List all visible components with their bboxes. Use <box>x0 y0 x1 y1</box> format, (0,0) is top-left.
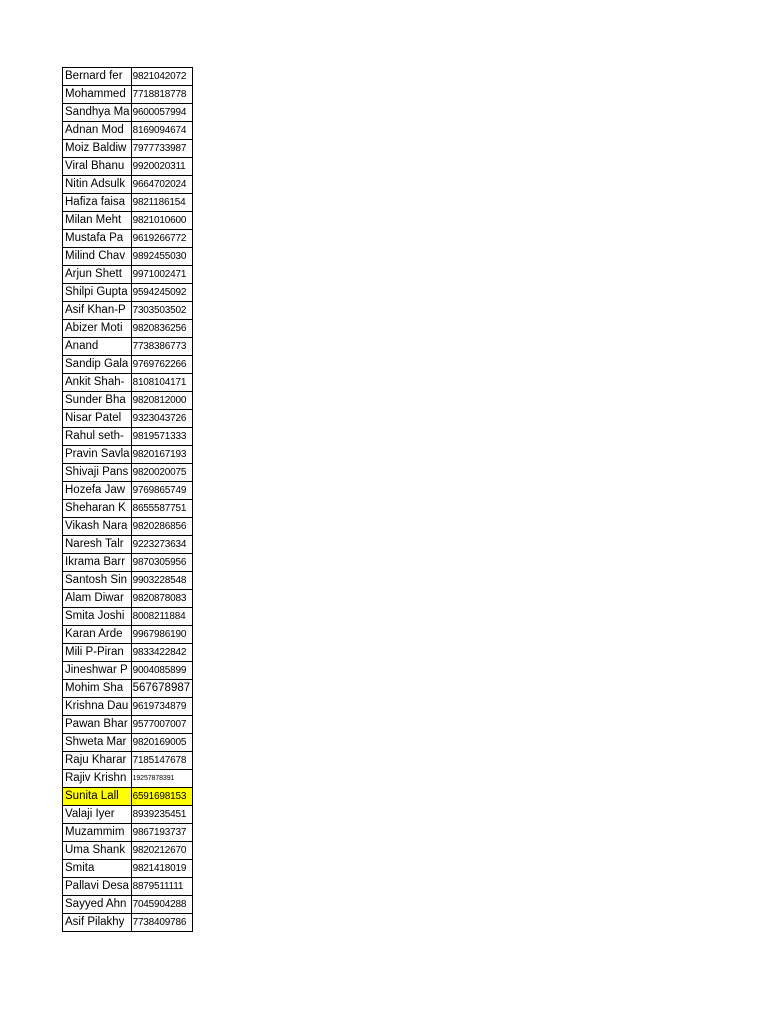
phone-cell[interactable]: 9820836256 <box>131 320 192 338</box>
phone-cell[interactable]: 7045904288 <box>131 896 192 914</box>
table-row <box>63 86 193 104</box>
phone-cell[interactable]: 567678987 <box>131 680 192 698</box>
phone-cell[interactable]: 9769762266 <box>131 356 192 374</box>
table-row <box>63 464 193 482</box>
phone-cell[interactable]: 9004085899 <box>131 662 192 680</box>
name-cell[interactable]: Nisar Patel <box>63 410 132 428</box>
name-cell[interactable]: Viral Bhanu <box>63 158 132 176</box>
phone-cell[interactable]: 9323043726 <box>131 410 192 428</box>
phone-cell[interactable]: 9867193737 <box>131 824 192 842</box>
table-row <box>63 644 193 662</box>
table-row <box>63 338 193 356</box>
name-cell[interactable]: Alam Diwar <box>63 590 132 608</box>
phone-cell[interactable]: 9577007007 <box>131 716 192 734</box>
table-row <box>63 914 193 932</box>
name-cell[interactable]: Muzammim <box>63 824 132 842</box>
phone-cell[interactable]: 9820286856 <box>131 518 192 536</box>
phone-cell[interactable]: 9223273634 <box>131 536 192 554</box>
name-cell[interactable]: Naresh Talr <box>63 536 132 554</box>
name-cell[interactable]: Raju Kharar <box>63 752 132 770</box>
contacts-table <box>62 67 193 932</box>
name-cell[interactable]: Rahul seth- <box>63 428 132 446</box>
phone-cell[interactable]: 9821010600 <box>131 212 192 230</box>
phone-cell[interactable]: 9594245092 <box>131 284 192 302</box>
phone-cell[interactable]: 9820812000 <box>131 392 192 410</box>
name-cell[interactable]: Sayyed Ahn <box>63 896 132 914</box>
phone-cell[interactable]: 6591698153 <box>131 788 192 806</box>
name-cell[interactable]: Milan Meht <box>63 212 132 230</box>
phone-cell[interactable]: 9820878083 <box>131 590 192 608</box>
phone-cell[interactable]: 9821186154 <box>131 194 192 212</box>
table-row <box>63 446 193 464</box>
phone-cell[interactable]: 19257878391 <box>131 770 192 788</box>
name-cell[interactable]: Mohim Sha <box>63 680 132 698</box>
table-row <box>63 554 193 572</box>
phone-cell[interactable]: 7738386773 <box>131 338 192 356</box>
name-cell[interactable]: Santosh Sin <box>63 572 132 590</box>
phone-cell[interactable]: 9819571333 <box>131 428 192 446</box>
table-row <box>63 716 193 734</box>
phone-cell[interactable]: 9870305956 <box>131 554 192 572</box>
table-row <box>63 68 193 86</box>
phone-cell[interactable]: 9619266772 <box>131 230 192 248</box>
name-cell[interactable]: Hozefa Jaw <box>63 482 132 500</box>
name-cell[interactable]: Jineshwar P <box>63 662 132 680</box>
phone-cell[interactable]: 9971002471 <box>131 266 192 284</box>
name-cell[interactable]: Vikash Nara <box>63 518 132 536</box>
name-cell[interactable]: Anand <box>63 338 132 356</box>
table-row <box>63 770 193 788</box>
phone-cell[interactable]: 9820169005 <box>131 734 192 752</box>
table-row <box>63 176 193 194</box>
name-cell[interactable]: Smita Joshi <box>63 608 132 626</box>
name-cell[interactable]: Ankit Shah- <box>63 374 132 392</box>
name-cell[interactable]: Sheharan K <box>63 500 132 518</box>
name-cell[interactable]: Mili P-Piran <box>63 644 132 662</box>
table-row <box>63 680 193 698</box>
table-row <box>63 752 193 770</box>
name-cell[interactable]: Pravin Savla <box>63 446 132 464</box>
phone-cell[interactable]: 9833422842 <box>131 644 192 662</box>
name-cell[interactable]: Smita <box>63 860 132 878</box>
table-row <box>63 896 193 914</box>
table-row <box>63 860 193 878</box>
phone-cell[interactable]: 9903228548 <box>131 572 192 590</box>
table-row <box>63 590 193 608</box>
table-row <box>63 410 193 428</box>
name-cell[interactable]: Adnan Mod <box>63 122 132 140</box>
spreadsheet <box>62 67 193 932</box>
phone-cell[interactable]: 9892455030 <box>131 248 192 266</box>
name-cell[interactable]: Asif Pilakhy <box>63 914 132 932</box>
name-cell[interactable]: Karan Arde <box>63 626 132 644</box>
phone-cell[interactable]: 9821418019 <box>131 860 192 878</box>
table-row <box>63 608 193 626</box>
table-row <box>63 698 193 716</box>
table-row <box>63 788 193 806</box>
phone-cell[interactable]: 9820167193 <box>131 446 192 464</box>
table-row <box>63 212 193 230</box>
name-cell[interactable]: Mohammed <box>63 86 132 104</box>
table-row <box>63 284 193 302</box>
table-row <box>63 878 193 896</box>
phone-cell[interactable]: 7185147678 <box>131 752 192 770</box>
name-cell[interactable]: Shweta Mar <box>63 734 132 752</box>
table-row <box>63 428 193 446</box>
table-row <box>63 518 193 536</box>
table-row <box>63 140 193 158</box>
table-row <box>63 734 193 752</box>
table-row <box>63 824 193 842</box>
name-cell[interactable]: Milind Chav <box>63 248 132 266</box>
name-cell[interactable]: Shilpi Gupta <box>63 284 132 302</box>
phone-cell[interactable]: 9769865749 <box>131 482 192 500</box>
table-row <box>63 158 193 176</box>
phone-cell[interactable]: 7977733987 <box>131 140 192 158</box>
phone-cell[interactable]: 8108104171 <box>131 374 192 392</box>
phone-cell[interactable]: 9619734879 <box>131 698 192 716</box>
name-cell[interactable]: Asif Khan-P <box>63 302 132 320</box>
phone-cell[interactable]: 7738409786 <box>131 914 192 932</box>
name-cell[interactable]: Sandip Gala <box>63 356 132 374</box>
phone-cell[interactable]: 7303503502 <box>131 302 192 320</box>
phone-cell[interactable]: 8939235451 <box>131 806 192 824</box>
table-row <box>63 662 193 680</box>
name-cell[interactable]: Hafiza faisa <box>63 194 132 212</box>
name-cell[interactable]: Uma Shank <box>63 842 132 860</box>
phone-cell[interactable]: 9920020311 <box>131 158 192 176</box>
phone-cell[interactable]: 8655587751 <box>131 500 192 518</box>
name-cell[interactable]: Rajiv Krishn <box>63 770 132 788</box>
name-cell[interactable]: Bernard fer <box>63 68 132 86</box>
name-cell[interactable]: Sunder Bha <box>63 392 132 410</box>
table-row <box>63 122 193 140</box>
phone-cell[interactable]: 9821042072 <box>131 68 192 86</box>
name-cell[interactable]: Moiz Baldiw <box>63 140 132 158</box>
table-row <box>63 806 193 824</box>
phone-cell[interactable]: 8169094674 <box>131 122 192 140</box>
table-body <box>63 68 193 932</box>
name-cell[interactable]: Sandhya Ma <box>63 104 132 122</box>
table-row <box>63 536 193 554</box>
phone-cell[interactable]: 8008211884 <box>131 608 192 626</box>
name-cell[interactable]: Krishna Dau <box>63 698 132 716</box>
name-cell[interactable]: Valaji Iyer <box>63 806 132 824</box>
name-cell[interactable]: Mustafa Pa <box>63 230 132 248</box>
table-row <box>63 626 193 644</box>
table-row <box>63 572 193 590</box>
table-row <box>63 374 193 392</box>
table-row <box>63 500 193 518</box>
table-row <box>63 248 193 266</box>
table-row <box>63 230 193 248</box>
table-row <box>63 104 193 122</box>
phone-cell[interactable]: 9600057994 <box>131 104 192 122</box>
name-cell[interactable]: Abizer Moti <box>63 320 132 338</box>
name-cell[interactable]: Arjun Shett <box>63 266 132 284</box>
table-row <box>63 266 193 284</box>
table-row <box>63 392 193 410</box>
name-cell[interactable]: Sunita Lall <box>63 788 132 806</box>
name-cell[interactable]: Nitin Adsulk <box>63 176 132 194</box>
name-cell[interactable]: Pawan Bhar <box>63 716 132 734</box>
phone-cell[interactable]: 8879511111 <box>131 878 192 896</box>
table-row <box>63 356 193 374</box>
phone-cell[interactable]: 9820212670 <box>131 842 192 860</box>
table-row <box>63 320 193 338</box>
name-cell[interactable]: Shivaji Pans <box>63 464 132 482</box>
table-row <box>63 842 193 860</box>
table-row <box>63 482 193 500</box>
phone-cell[interactable]: 9820020075 <box>131 464 192 482</box>
table-row <box>63 302 193 320</box>
phone-cell[interactable]: 9664702024 <box>131 176 192 194</box>
name-cell[interactable]: Ikrama Barr <box>63 554 132 572</box>
table-row <box>63 194 193 212</box>
phone-cell[interactable]: 9967986190 <box>131 626 192 644</box>
name-cell[interactable]: Pallavi Desa <box>63 878 132 896</box>
phone-cell[interactable]: 7718818778 <box>131 86 192 104</box>
